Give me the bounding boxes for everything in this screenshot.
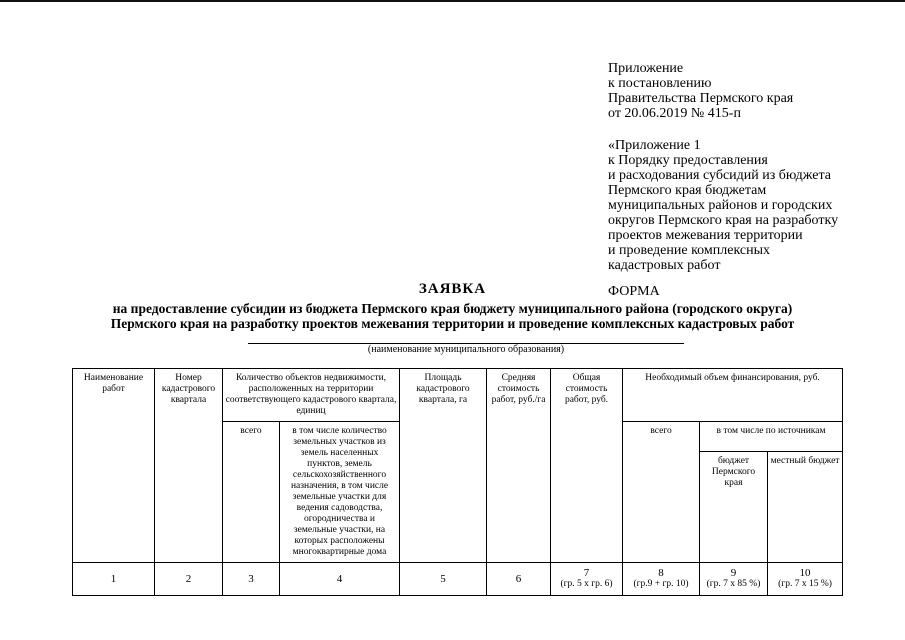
header-by-sources: в том числе по источникам (700, 422, 843, 452)
column-number: 1 (73, 563, 155, 596)
appendix-ref-line: и расходования субсидий из бюджета (608, 168, 831, 183)
column-number-formula (623, 563, 700, 596)
header-land-plots-included: в том числе количество земельных участков из земель населенных пунктов, земель сельскохозяйственного назначения, в том числе земельные участки для ведения садоводства, огородничества и земельные участки, на которых расположены многоквартирные дома (280, 422, 400, 563)
header-objects-count: Количество объектов недвижимости, расположенных на территории соответствующего кадастрового квартала, единиц (223, 369, 400, 422)
column-number: 8 (658, 567, 664, 579)
appendix-ref-line: Пермского края бюджетам (608, 183, 767, 198)
column-number: 2 (155, 563, 223, 596)
header-local-budget: местный бюджет (768, 452, 843, 563)
document-subtitle (0, 301, 905, 331)
column-number: 10 (799, 567, 811, 579)
header-cadastral-quarter: Номер кадастрового квартала (155, 369, 223, 563)
appendix-block (608, 61, 838, 299)
column-number-formula (768, 563, 843, 596)
header-required-financing: Необходимый объем финансирования, руб. (623, 369, 843, 422)
header-objects-all: всего (223, 422, 280, 563)
municipality-name-caption: (наименование муниципального образования) (367, 344, 565, 355)
appendix-ref-line: к Порядку предоставления (608, 153, 768, 168)
appendix-ref-line: проектов межевания территории (608, 228, 803, 243)
column-number-formula (551, 563, 623, 596)
column-formula: (гр. 7 х 15 %) (778, 579, 832, 589)
column-number: 3 (223, 563, 280, 596)
column-formula: (гр.9 + гр. 10) (633, 579, 689, 589)
appendix-ref-line: округов Пермского края на разработку (608, 213, 839, 228)
document-title: ЗАЯВКА (418, 281, 487, 297)
column-number: 7 (583, 567, 590, 579)
header-total-cost: Общая стоимость работ, руб. (551, 369, 623, 563)
appendix-line: от 20.06.2019 № 415-п (608, 106, 741, 121)
column-number: 6 (487, 563, 551, 596)
application-table (72, 368, 843, 596)
column-number: 9 (730, 567, 737, 579)
column-number-formula (700, 563, 768, 596)
appendix-line: Приложение (608, 61, 684, 76)
appendix-ref-line: муниципальных районов и городских (608, 198, 833, 213)
header-average-cost: Средняя стоимость работ, руб./га (487, 369, 551, 563)
column-number: 4 (280, 563, 400, 596)
header-work-name: Наименование работ (73, 369, 155, 563)
column-formula: (гр. 7 х 85 %) (706, 579, 761, 589)
appendix-ref-line: «Приложение 1 (608, 138, 701, 153)
column-number: 5 (400, 563, 487, 596)
form-label: ФОРМА (608, 284, 660, 299)
header-quarter-area: Площадь кадастрового квартала, га (400, 369, 487, 563)
appendix-ref-line: и проведение комплексных (608, 243, 771, 258)
header-regional-budget: бюджет Пермского края (700, 452, 768, 563)
appendix-line: к постановлению (608, 76, 712, 91)
appendix-ref-line: кадастровых работ (608, 258, 721, 273)
subtitle-line-1: на предоставление субсидии из бюджета Пермского края бюджету муниципального района (городского округа) (112, 301, 793, 316)
column-formula: (гр. 5 х гр. 6) (560, 579, 613, 589)
appendix-line: Правительства Пермского края (608, 91, 794, 106)
scan-edge-line (0, 0, 905, 2)
header-financing-all: всего (623, 422, 700, 563)
subtitle-line-2: Пермского края на разработку проектов межевания территории и проведение комплексных кадастровых работ (110, 316, 795, 331)
